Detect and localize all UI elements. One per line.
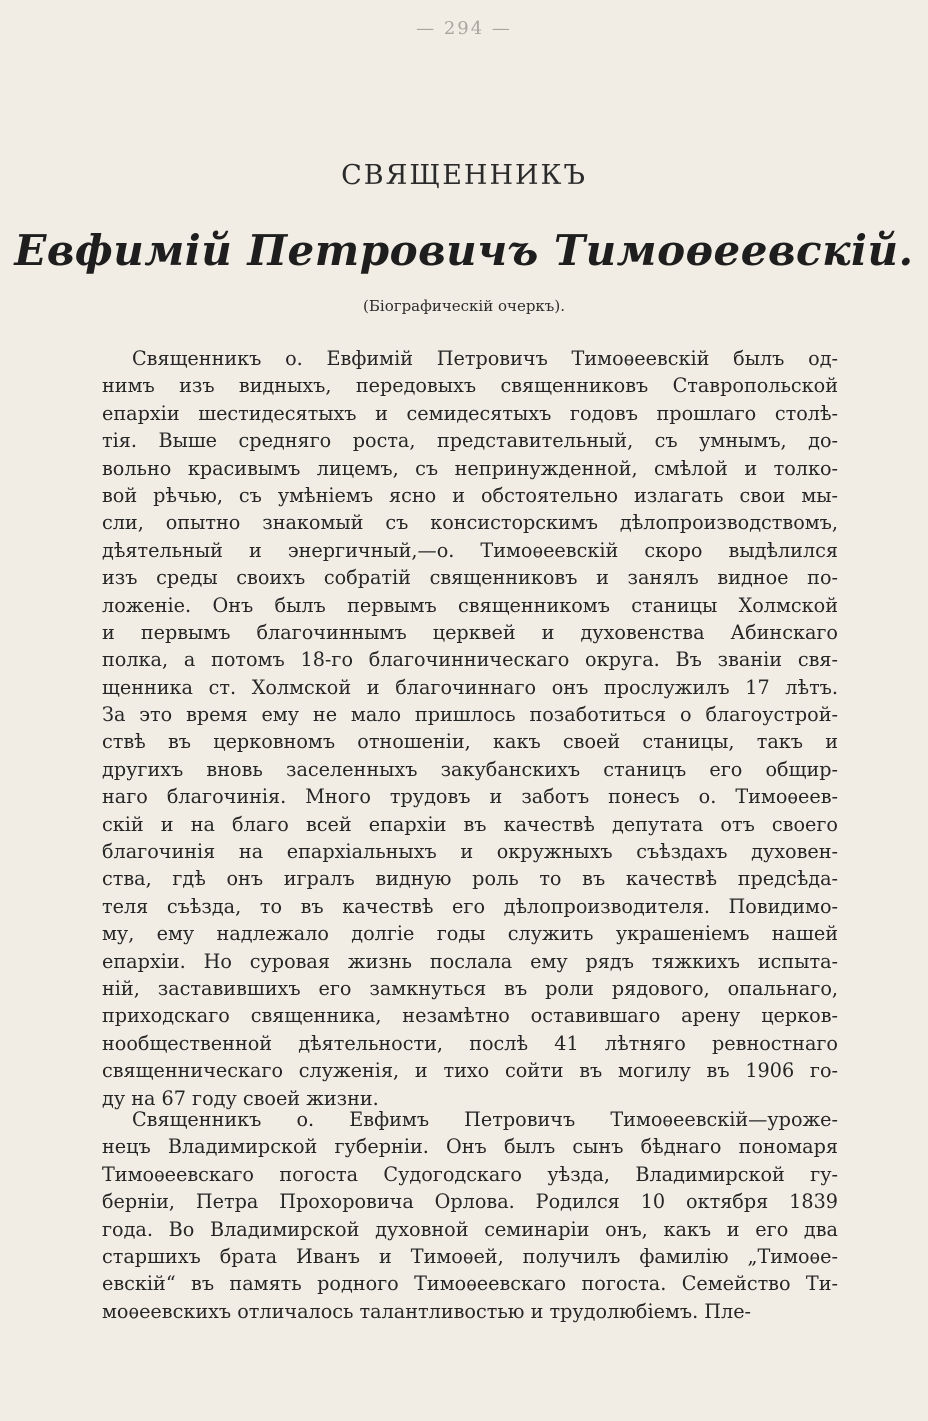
text-line: щенника ст. Холмской и благочиннаго онъ прослужилъ 17 лѣтъ. [102, 675, 838, 699]
text-line: моѳеевскихъ отличалось талантливостью и трудолюбіемъ. Пле- [102, 1299, 752, 1323]
text-line: другихъ вновь заселенныхъ закубанскихъ станицъ его общир- [102, 757, 838, 781]
subtitle: (Біографическій очеркъ). [363, 297, 565, 315]
person-name-heading: Евфимій Петровичъ Тимоѳеевскій. [14, 226, 914, 275]
text-line: нимъ изъ видныхъ, передовыхъ священниковъ Ставропольской [102, 374, 838, 398]
text-line: берніи, Петра Прохоровича Орлова. Родился 10 октября 1839 [102, 1190, 838, 1214]
text-line: полка, а потомъ 18-го благочинническаго округа. Въ званіи свя- [102, 648, 838, 672]
text-line: и первымъ благочиннымъ церквей и духовенства Абинскаго [102, 620, 838, 644]
text-line: Священникъ о. Евфимій Петровичъ Тимоѳеевскій былъ од- [132, 347, 838, 370]
text-line: дѣятельный и энергичный,—о. Тимоѳеевскій скоро выдѣлился [102, 538, 838, 562]
paragraph-1 [102, 345, 838, 1112]
text-line: благочинія на епархіальныхъ и окружныхъ съѣздахъ духовен- [102, 840, 838, 864]
text-line: года. Во Владимирской духовной семинаріи онъ, какъ и его два [102, 1217, 838, 1241]
text-line: священническаго служенія, и тихо сойти въ могилу въ 1906 го- [102, 1059, 838, 1083]
chapter-title: СВЯЩЕННИКЪ [341, 160, 587, 191]
text-line: нецъ Владимирской губерніи. Онъ былъ сынъ бѣднаго пономаря [102, 1135, 838, 1159]
text-line: Священникъ о. Евфимъ Петровичъ Тимоѳеевскій—уроже- [132, 1108, 838, 1131]
text-line: евскій“ въ память родного Тимоѳеевскаго погоста. Семейство Ти- [102, 1272, 838, 1296]
text-line: вой рѣчью, съ умѣніемъ ясно и обстоятельно излагать свои мы- [102, 483, 838, 507]
text-line: ствѣ въ церковномъ отношеніи, какъ своей станицы, такъ и [102, 730, 838, 754]
text-line: епархіи шестидесятыхъ и семидесятыхъ годовъ прошлаго столѣ- [102, 401, 838, 425]
text-line: старшихъ брата Иванъ и Тимоѳей, получилъ фамилію „Тимоѳе- [102, 1244, 838, 1268]
text-line: сли, опытно знакомый съ консисторскимъ дѣлопроизводствомъ, [102, 511, 838, 535]
text-line: му, ему надлежало долгіе годы служить украшеніемъ нашей [102, 922, 838, 946]
text-line: приходскаго священника, незамѣтно оставившаго арену церков- [102, 1004, 838, 1028]
text-line: тія. Выше средняго роста, представительный, съ умнымъ, до- [102, 429, 838, 453]
text-line: ства, гдѣ онъ игралъ видную роль то въ качествѣ предсѣда- [102, 867, 838, 891]
text-line: наго благочинія. Много трудовъ и заботъ понесъ о. Тимоѳеев- [102, 785, 838, 809]
text-line: нообщественной дѣятельности, послѣ 41 лѣтняго ревностнаго [102, 1031, 838, 1055]
text-line: изъ среды своихъ собратій священниковъ и занялъ видное по- [102, 566, 838, 590]
text-line: ду на 67 году своей жизни. [102, 1086, 379, 1110]
text-line: Тимоѳеевскаго погоста Судогодскаго уѣзда, Владимирской гу- [102, 1162, 838, 1186]
text-line: вольно красивымъ лицемъ, съ непринужденной, смѣлой и толко- [102, 456, 838, 480]
text-line: ній, заставившихъ его замкнуться въ роли рядового, опальнаго, [102, 976, 838, 1000]
text-line: теля съѣзда, то въ качествѣ его дѣлопроизводителя. Повидимо- [102, 894, 838, 918]
page-number: — 294 — [416, 18, 512, 39]
paragraph-2 [102, 1106, 838, 1325]
text-line: скій и на благо всей епархіи въ качествѣ депутата отъ своего [102, 812, 838, 836]
text-line: За это время ему не мало пришлось позаботиться о благоустрой- [102, 703, 838, 727]
text-line: епархіи. Но суровая жизнь послала ему рядъ тяжкихъ испыта- [102, 949, 838, 973]
text-line: ложеніе. Онъ былъ первымъ священникомъ станицы Холмской [102, 593, 838, 617]
